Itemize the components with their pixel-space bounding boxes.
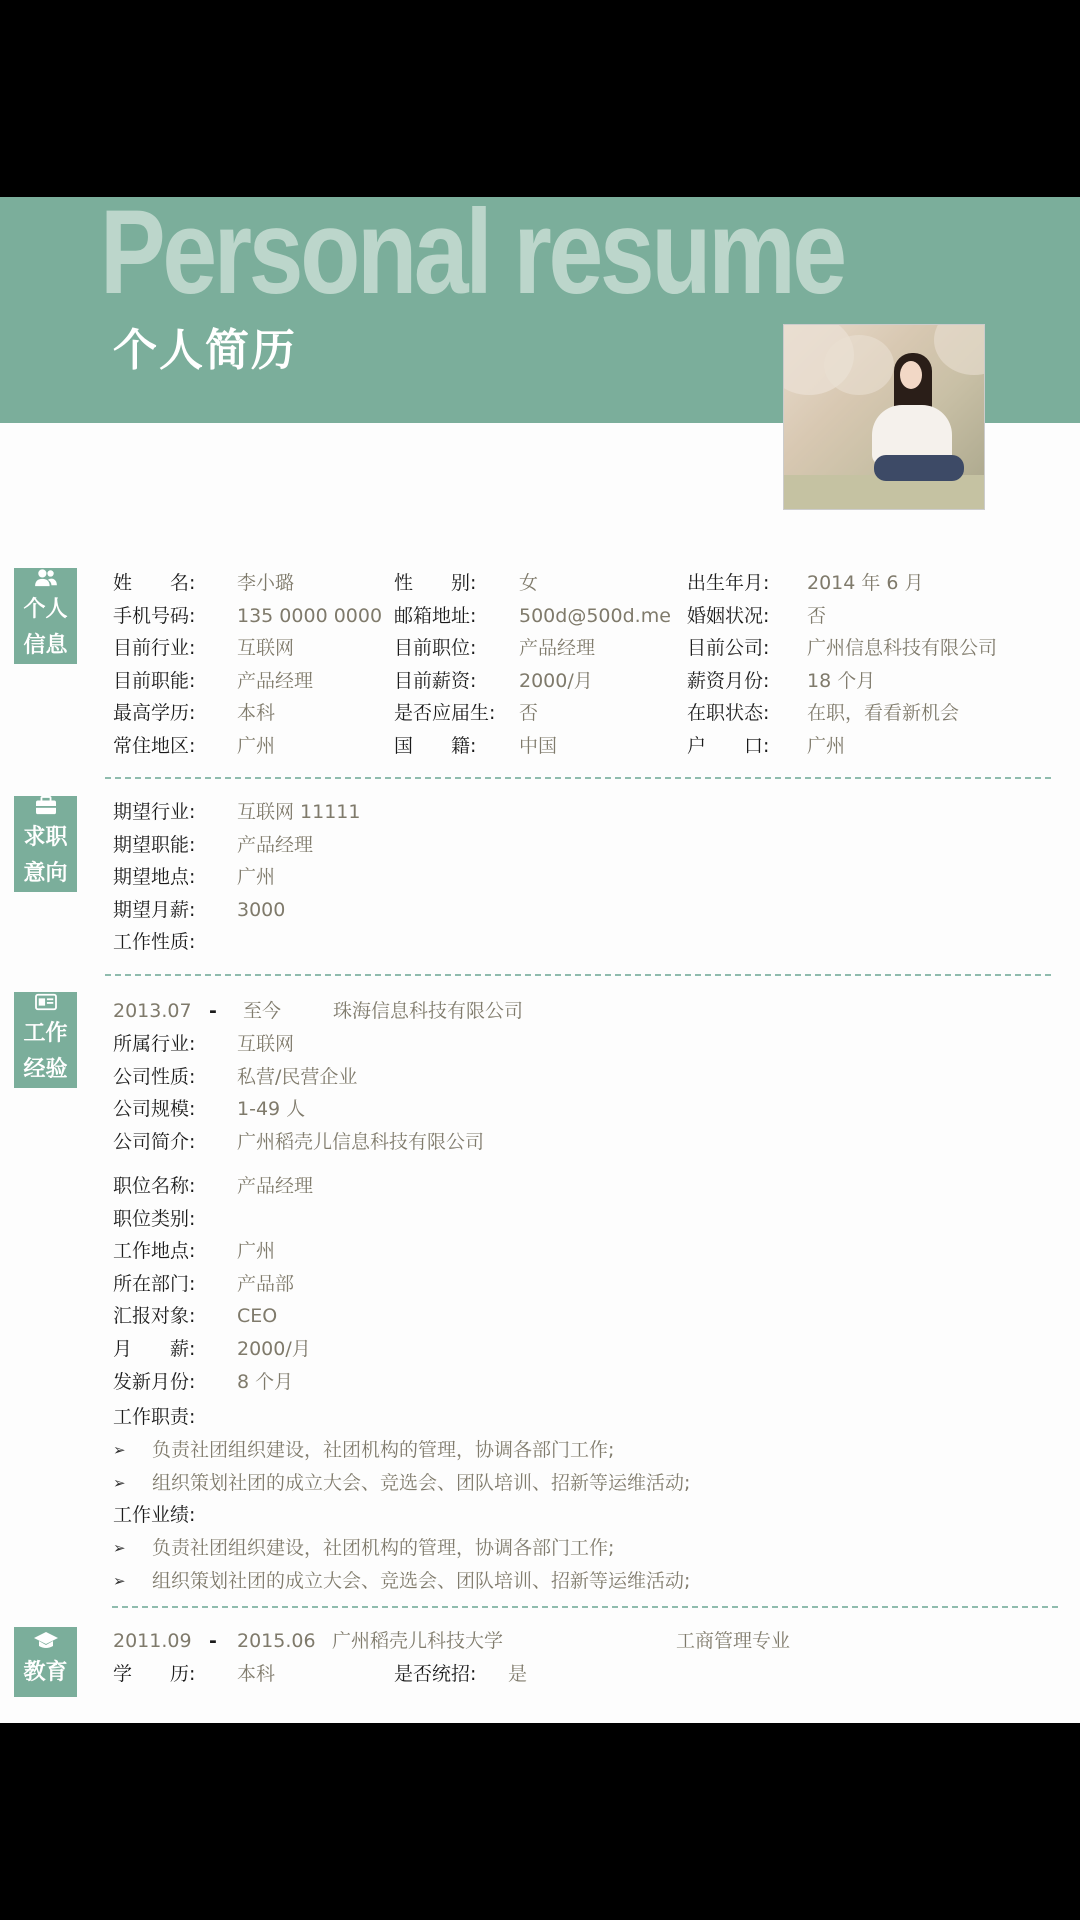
job-field-value: 广州 xyxy=(237,1240,276,1263)
degree-label: 学 历: xyxy=(113,1663,196,1685)
personal-field-label: 最高学历: xyxy=(113,702,196,724)
job-field-label: 汇报对象: xyxy=(113,1305,196,1328)
section-tab-personal xyxy=(14,568,77,664)
job-field-value: 产品部 xyxy=(237,1272,295,1295)
personal-field-label: 常住地区: xyxy=(113,734,196,757)
bullet-text: 组织策划社团的成立大会、竞选会、团队培训、招新等运维活动; xyxy=(152,1472,691,1494)
company-field-label: 公司性质: xyxy=(113,1065,196,1088)
personal-field-value: 女 xyxy=(519,572,539,594)
list-bullet: ➢ xyxy=(113,1539,126,1557)
personal-field-value: 广州 xyxy=(237,734,276,757)
personal-field-value: 本科 xyxy=(237,702,276,724)
section-title-line2: 经验 xyxy=(23,1057,68,1082)
edu-end-date: 2015.06 xyxy=(237,1630,316,1652)
personal-field-label: 婚姻状况: xyxy=(687,604,770,627)
personal-field-label: 是否应届生: xyxy=(394,702,496,724)
personal-field-value: 李小璐 xyxy=(237,572,295,594)
briefcase-icon xyxy=(33,796,59,816)
job-field-value: 2000/月 xyxy=(237,1338,311,1360)
list-bullet: ➢ xyxy=(113,1474,126,1492)
section-title-line1: 教育 xyxy=(23,1660,68,1685)
bullet-text: 组织策划社团的成立大会、竞选会、团队培训、招新等运维活动; xyxy=(152,1570,691,1592)
unified-exam-label: 是否统招: xyxy=(394,1663,477,1685)
intent-field-value: 广州 xyxy=(237,866,276,889)
personal-field-value: 18 个月 xyxy=(807,669,876,692)
list-bullet: ➢ xyxy=(113,1441,126,1459)
job-field-value: 8 个月 xyxy=(237,1370,294,1393)
intent-field-label: 工作性质: xyxy=(113,931,196,954)
personal-field-value: 产品经理 xyxy=(519,637,596,659)
company-field-value: 1-49 人 xyxy=(237,1098,306,1121)
personal-field-label: 目前职位: xyxy=(394,637,477,659)
work-date-dash: - xyxy=(209,1000,217,1022)
intent-field-label: 期望行业: xyxy=(113,801,196,823)
section-tab-work xyxy=(14,992,77,1088)
personal-field-label: 国 籍: xyxy=(394,734,477,757)
personal-field-label: 户 口: xyxy=(687,734,770,757)
personal-field-label: 目前薪资: xyxy=(394,669,477,692)
job-field-value: CEO xyxy=(237,1305,278,1328)
company-field-label: 公司规模: xyxy=(113,1098,196,1121)
section-title-line1: 个人 xyxy=(23,597,68,622)
intent-field-label: 期望地点: xyxy=(113,866,196,889)
profile-photo xyxy=(783,324,985,510)
section-title-line1: 求职 xyxy=(23,825,68,850)
section-title-line2: 意向 xyxy=(23,861,68,886)
job-field-label: 工作地点: xyxy=(113,1240,196,1263)
section-tab-education xyxy=(14,1627,77,1697)
work-start-date: 2013.07 xyxy=(113,1000,192,1022)
personal-field-value: 135 0000 0000 xyxy=(237,604,383,627)
id-card-icon xyxy=(33,992,59,1012)
section-title-line1: 工作 xyxy=(23,1021,68,1046)
english-title: Personal resume xyxy=(100,197,844,319)
personal-field-label: 目前公司: xyxy=(687,637,770,659)
edu-date-dash: - xyxy=(209,1630,217,1652)
personal-field-value: 广州 xyxy=(807,734,846,757)
work-company: 珠海信息科技有限公司 xyxy=(333,1000,524,1022)
company-field-value: 互联网 xyxy=(237,1033,295,1055)
list-bullet: ➢ xyxy=(113,1572,126,1590)
personal-field-label: 邮箱地址: xyxy=(394,604,477,627)
personal-field-value: 在职，看看新机会 xyxy=(807,702,960,724)
intent-field-label: 期望月薪: xyxy=(113,898,196,921)
personal-field-label: 出生年月: xyxy=(687,572,770,594)
personal-field-label: 目前行业: xyxy=(113,637,196,659)
intent-field-value: 产品经理 xyxy=(237,833,314,856)
section-divider xyxy=(105,777,1051,779)
job-field-label: 所在部门: xyxy=(113,1272,196,1295)
personal-field-label: 薪资月份: xyxy=(687,669,770,692)
job-field-value: 产品经理 xyxy=(237,1175,314,1197)
company-field-label: 所属行业: xyxy=(113,1033,196,1055)
graduation-cap-icon xyxy=(33,1629,59,1651)
job-field-label: 职位类别: xyxy=(113,1207,196,1230)
section-title-line2: 信息 xyxy=(23,633,68,658)
personal-field-value: 互联网 xyxy=(237,637,295,659)
page-title: 个人简历 xyxy=(113,325,297,376)
personal-field-label: 在职状态: xyxy=(687,702,770,724)
company-field-value: 广州稻壳儿信息科技有限公司 xyxy=(237,1130,485,1153)
section-tab-intent xyxy=(14,796,77,892)
achievements-label: 工作业绩: xyxy=(113,1504,196,1526)
intent-field-value: 互联网 11111 xyxy=(237,801,361,823)
resume-page xyxy=(0,197,1080,1723)
section-divider xyxy=(112,1606,1058,1608)
section-divider xyxy=(105,974,1051,976)
job-field-label: 月 薪: xyxy=(113,1338,196,1360)
duties-label: 工作职责: xyxy=(113,1406,196,1428)
personal-field-label: 手机号码: xyxy=(113,604,196,627)
personal-field-label: 目前职能: xyxy=(113,669,196,692)
edu-school: 广州稻壳儿科技大学 xyxy=(332,1630,504,1652)
personal-field-label: 姓 名: xyxy=(113,572,196,594)
personal-field-label: 性 别: xyxy=(394,572,477,594)
bullet-text: 负责社团组织建设，社团机构的管理，协调各部门工作; xyxy=(152,1439,615,1461)
personal-field-value: 广州信息科技有限公司 xyxy=(807,637,998,659)
user-group-icon xyxy=(33,568,59,588)
personal-field-value: 2014 年 6 月 xyxy=(807,572,924,594)
company-field-value: 私营/民营企业 xyxy=(237,1065,358,1088)
job-field-label: 发新月份: xyxy=(113,1370,196,1393)
personal-field-value: 产品经理 xyxy=(237,669,314,692)
personal-field-value: 500d@500d.me xyxy=(519,604,671,627)
intent-field-value: 3000 xyxy=(237,898,286,921)
work-end-date: 至今 xyxy=(243,1000,282,1022)
intent-field-label: 期望职能: xyxy=(113,833,196,856)
personal-field-value: 否 xyxy=(807,604,827,627)
job-field-label: 职位名称: xyxy=(113,1175,196,1197)
company-field-label: 公司简介: xyxy=(113,1130,196,1153)
personal-field-value: 否 xyxy=(519,702,539,724)
unified-exam-value: 是 xyxy=(508,1663,528,1685)
degree-value: 本科 xyxy=(237,1663,276,1685)
edu-major: 工商管理专业 xyxy=(676,1630,791,1652)
personal-field-value: 2000/月 xyxy=(519,669,593,692)
edu-start-date: 2011.09 xyxy=(113,1630,192,1652)
bullet-text: 负责社团组织建设，社团机构的管理，协调各部门工作; xyxy=(152,1537,615,1559)
personal-field-value: 中国 xyxy=(519,734,558,757)
